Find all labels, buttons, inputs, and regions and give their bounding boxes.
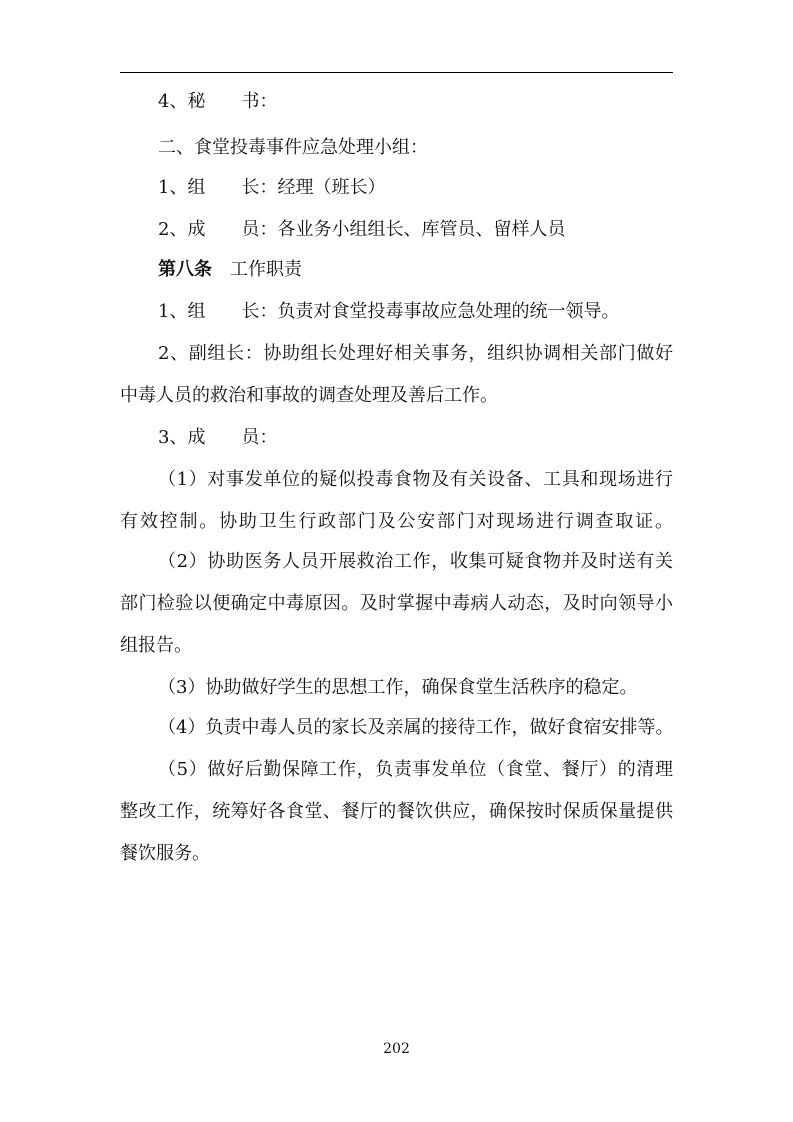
duty-5-line-3: 餐饮服务。 xyxy=(120,843,210,864)
leader-duty-line: 1、组 长：负责对食堂投毒事故应急处理的统一领导。 xyxy=(158,301,620,322)
secretary-line: 4、秘 书： xyxy=(158,91,278,112)
article-spacer xyxy=(212,259,230,280)
duty-4-line: （4）负责中毒人员的家长及亲属的接待工作，做好食宿安排等。 xyxy=(158,717,674,738)
article-number: 第八条 xyxy=(158,259,212,280)
group-members-line: 2、成 员：各业务小组组长、库管员、留样人员 xyxy=(158,219,566,240)
duty-1-line-1: （1）对事发单位的疑似投毒食物及有关设备、工具和现场进行 xyxy=(158,469,673,490)
deputy-leader-duty-line-1: 2、副组长：协助组长处理好相关事务，组织协调相关部门做好 xyxy=(158,343,673,364)
page-number: 202 xyxy=(383,1041,410,1057)
duty-2-line-2: 部门检验以便确定中毒原因。及时掌握中毒病人动态，及时向领导小 xyxy=(120,593,673,614)
section-heading-poisoning-group: 二、食堂投毒事件应急处理小组： xyxy=(158,137,428,158)
duty-5-line-1: （5）做好后勤保障工作，负责事发单位（食堂、餐厅）的清理 xyxy=(158,759,673,780)
article-title: 工作职责 xyxy=(230,259,302,280)
members-duty-heading: 3、成 员： xyxy=(158,427,278,448)
duty-2-line-3: 组报告。 xyxy=(120,635,192,656)
group-leader-line: 1、组 长：经理（班长） xyxy=(158,177,386,198)
duty-1-line-2: 有效控制。协助卫生行政部门及公安部门对现场进行调查取证。 xyxy=(120,511,673,532)
deputy-leader-duty-line-2: 中毒人员的救治和事故的调查处理及善后工作。 xyxy=(120,385,498,406)
duty-2-line-1: （2）协助医务人员开展救治工作，收集可疑食物并及时送有关 xyxy=(158,551,673,572)
article-eight-heading xyxy=(158,258,302,282)
duty-3-line: （3）协助做好学生的思想工作，确保食堂生活秩序的稳定。 xyxy=(158,677,638,698)
duty-5-line-2: 整改工作，统筹好各食堂、餐厅的餐饮供应，确保按时保质保量提供 xyxy=(120,801,673,822)
header-rule xyxy=(120,72,673,73)
